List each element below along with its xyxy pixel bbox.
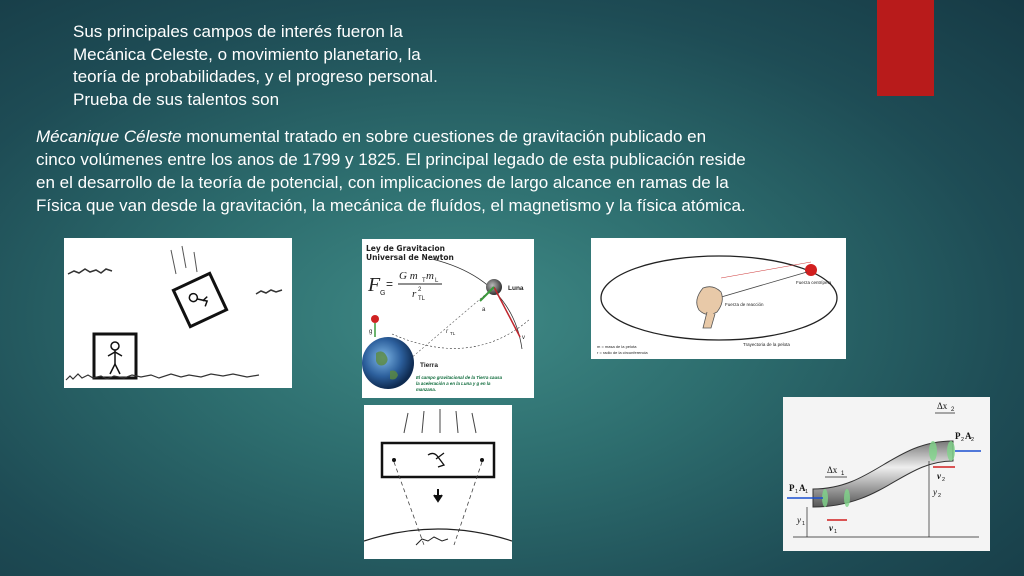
red-accent-bar [877,0,934,96]
fuerza-centripeta-label: Fuerza centrípeta [796,280,832,285]
body-line-3: en el desarrollo de la teoría de potencial, con implicaciones de largo alcance en ramas de la [36,173,729,192]
gravitation-title-2: Universal de Newton [366,253,454,262]
p2a2-a-sub: 2 [971,437,975,443]
gravitation-caption-1: El campo gravitacional de la Tierra causa [416,375,503,380]
fluid-flow-diagram [783,397,990,551]
v2-sub: 2 [942,477,946,483]
down-arrow-icon [434,489,442,501]
centripetal-drawing [591,238,846,359]
box [382,443,494,477]
tierra-label: Tierra [420,362,438,369]
intro-line: Mecánica Celeste, o movimiento planetario, la [73,44,421,64]
intro-paragraph [73,21,593,111]
body-line-1 [36,125,941,148]
svg-text:=: = [386,277,394,291]
body-line-4: Física que van desde la gravitación, la mecánica de fluídos, el magnetismo y la física atómica. [36,196,746,215]
newton-gravitation-diagram [362,239,534,398]
formula-den-sub: TL [418,296,426,302]
fluid-flow-drawing [783,397,990,551]
p2a2-p: P [955,431,961,441]
hand [697,287,723,315]
p1a1-p: P [789,483,795,493]
luna-label: Luna [508,285,524,292]
p1a1-p-sub: 1 [795,489,799,495]
y2-sub: 2 [938,493,942,499]
v1-label: v [829,523,833,533]
p2a2-p-sub: 2 [961,437,965,443]
v-label: v [522,335,525,341]
fuerza-reaccion-label: Fuerza de reacción [725,302,764,307]
body-line-1-rest: monumental tratado en sobre cuestiones de gravitación publicado en [181,127,707,146]
body-paragraph [36,125,941,217]
formula-num-sub1: T [422,278,426,284]
formula-num-sub2: L [435,278,439,284]
intro-line: Prueba de sus talentos son [73,89,280,109]
dx1-sub: 1 [841,471,845,477]
p2a2-a: A [965,431,972,441]
ball [805,264,817,276]
v2-label: v [937,471,941,481]
free-fall-drawing [64,238,292,388]
gravitation-title-1: Ley de Gravitacion [366,244,445,253]
svg-text:m: m [426,270,434,282]
body-line-2: cinco volúmenes entre los anos de 1799 y 1825. El principal legado de esta publicación reside [36,150,746,169]
book-title: Mécanique Céleste [36,127,182,146]
y1-sub: 1 [802,521,806,527]
dx2-sub: 2 [951,407,955,413]
intro-line: teoría de probabilidades, y el progreso personal. [73,67,438,86]
free-fall-illustration [64,238,292,388]
formula-denominator: r [412,288,417,300]
formula-den-sup: 2 [418,287,422,293]
earth [362,337,414,389]
falling-box-diagram [364,405,512,559]
rtl-label: r [446,329,448,335]
intro-line: Sus principales campos de interés fueron la [73,22,403,41]
svg-text:a: a [482,307,486,313]
gravitation-drawing [362,239,534,398]
formula-lhs: F [368,274,381,296]
trayectoria-label: Trayectoria de la pelota [743,342,790,347]
dx1-label: Δx [827,465,838,475]
orbit-legend-1: m = masa de la pelota [597,344,637,349]
p1a1-a-sub: 1 [805,489,809,495]
g-label: g [369,329,373,335]
apple [371,315,379,323]
centripetal-force-diagram [591,238,846,359]
v1-sub: 1 [834,529,838,535]
gravitation-caption-3: manzana. [416,387,437,392]
dx2-label: Δx [937,401,948,411]
rtl-sub: TL [450,331,456,336]
y1-label: y [797,515,801,525]
y2-label: y [933,487,937,497]
falling-box-drawing [364,405,512,559]
formula-numerator: G m [399,270,418,282]
gravitation-caption-2: la aceleración a en la Luna y g en la [416,381,491,386]
p1a1-a: A [799,483,806,493]
orbit-legend-2: r = radio de la circunferencia [597,350,648,355]
formula-lhs-sub: G [380,290,386,297]
